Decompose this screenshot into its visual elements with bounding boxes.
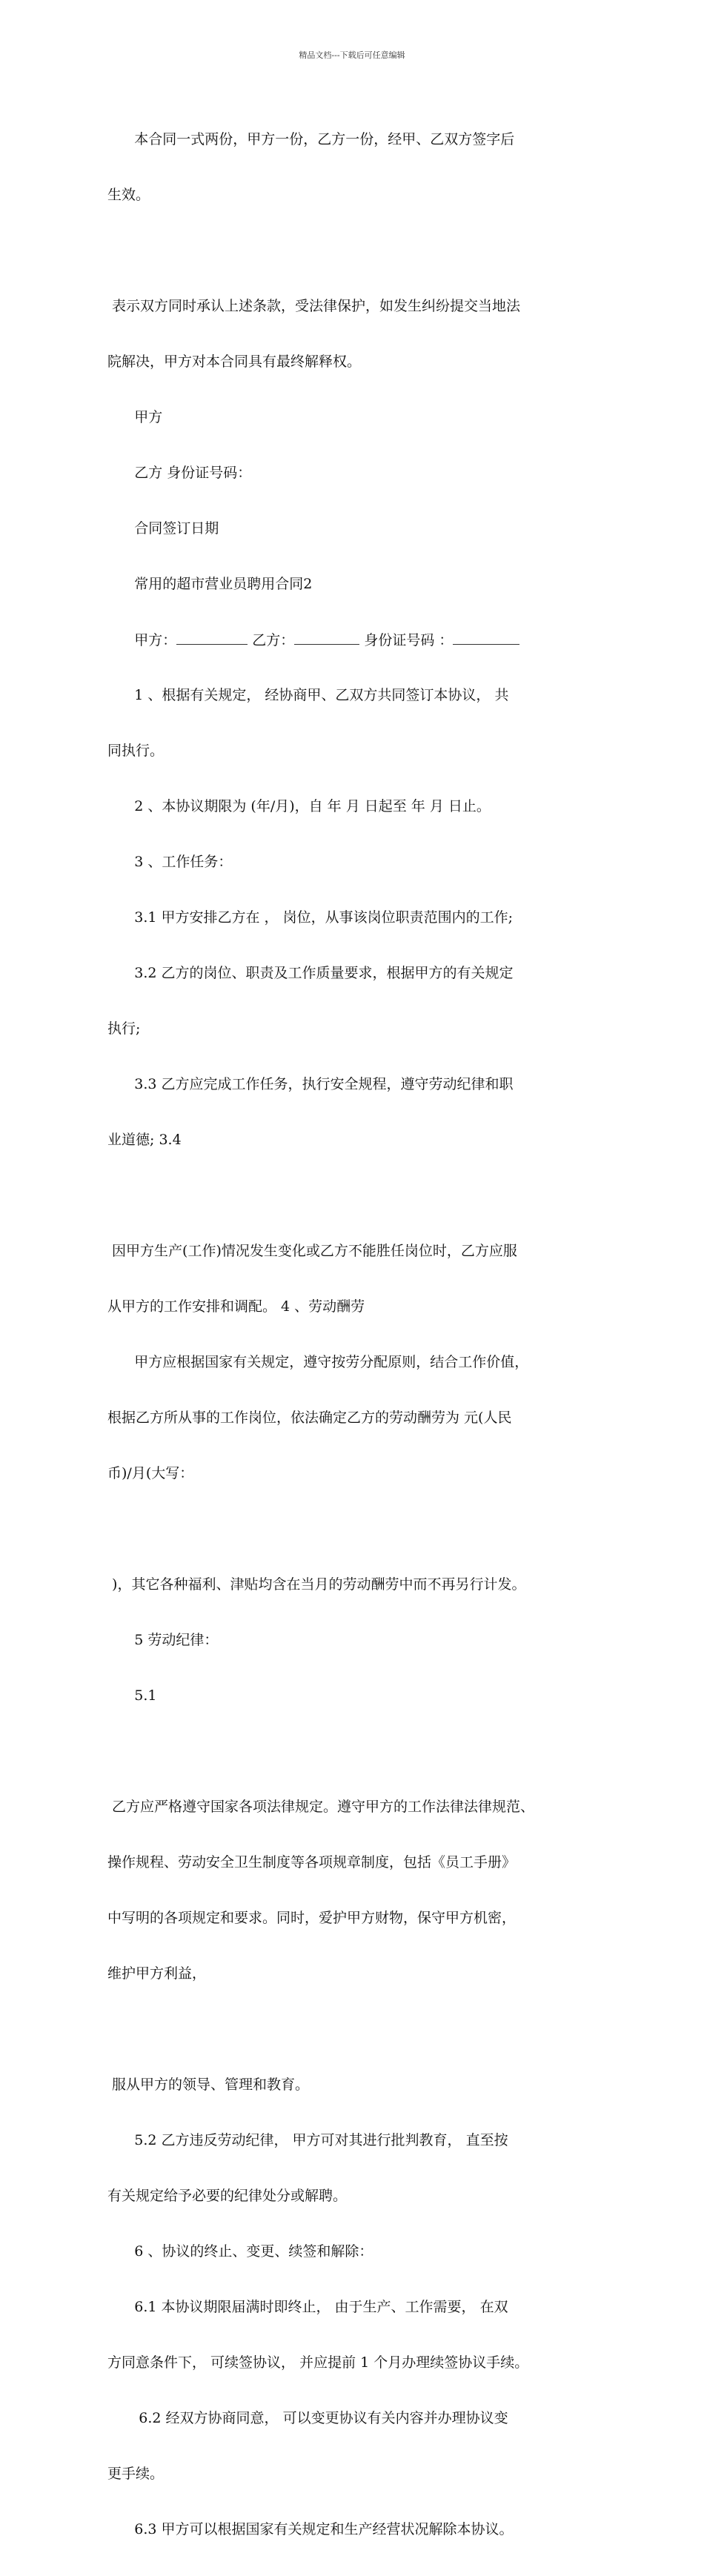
text-line: 表示双方同时承认上述条款，受法律保护，如发生纠纷提交当地法 xyxy=(107,298,521,314)
text-line: 本合同一式两份，甲方一份，乙方一份，经甲、乙双方签字后 xyxy=(107,131,515,147)
blank-line xyxy=(107,2020,604,2039)
text-line: 5.1 xyxy=(107,1687,157,1704)
text-line: 合同签订日期 xyxy=(107,520,219,537)
text-line: 中写明的各项规定和要求。同时，爱护甲方财物，保守甲方机密， xyxy=(107,1910,517,1926)
text-line: 5 劳动纪律： xyxy=(107,1632,219,1648)
text-line: 方同意条件下， 可续签协议， 并应提前 1 个月办理续签协议手续。 xyxy=(107,2354,529,2371)
text-line: 同执行。 xyxy=(107,743,165,759)
text-line: 根据乙方所从事的工作岗位，依法确定乙方的劳动酬劳为 元(人民 xyxy=(107,1410,512,1426)
text-line: 3.2 乙方的岗位、职责及工作质量要求，根据甲方的有关规定 xyxy=(107,965,514,981)
text-line: 1 、根据有关规定， 经协商甲、乙双方共同签订本协议， 共 xyxy=(107,687,509,703)
text-line: 3 、工作任务： xyxy=(107,854,233,870)
text-line: 币)/月(大写： xyxy=(107,1465,194,1481)
party-a-label: 甲方： xyxy=(107,632,177,648)
text-line: 6.3 甲方可以根据国家有关规定和生产经营状况解除本协议。 xyxy=(107,2521,514,2537)
contract-body xyxy=(107,93,604,2576)
party-line xyxy=(107,631,604,649)
contract-title: 常用的超市营业员聘用合同2 xyxy=(107,576,313,592)
text-line: 6.1 本协议期限届满时即终止， 由于生产、工作需要， 在双 xyxy=(107,2299,508,2315)
party-b-label: 乙方： xyxy=(248,632,295,648)
blank-line xyxy=(107,1742,604,1761)
text-line: 有关规定给予必要的纪律处分或解聘。 xyxy=(107,2188,348,2204)
text-line: 更手续。 xyxy=(107,2466,165,2482)
text-line: 生效。 xyxy=(107,187,150,203)
text-line: 院解决，甲方对本合同具有最终解释权。 xyxy=(107,353,362,370)
text-line: 因甲方生产(工作)情况发生变化或乙方不能胜任岗位时，乙方应服 xyxy=(107,1243,517,1259)
text-line: 甲方 xyxy=(107,409,163,425)
text-line: 5.2 乙方违反劳动纪律， 甲方可对其进行批判教育， 直至按 xyxy=(107,2132,508,2148)
text-line: 操作规程、劳动安全卫生制度等各项规章制度，包括《员工手册》 xyxy=(107,1854,517,1870)
text-line: 3.3 乙方应完成工作任务，执行安全规程，遵守劳动纪律和职 xyxy=(107,1076,514,1092)
text-line: 服从甲方的领导、管理和教育。 xyxy=(107,2077,310,2093)
blank-line xyxy=(107,1186,604,1205)
party-a-blank xyxy=(176,631,248,645)
party-b-blank xyxy=(294,631,359,645)
text-line: 业道德; 3.4 xyxy=(107,1132,182,1148)
blank-line xyxy=(107,1520,604,1538)
text-line: 乙方 身份证号码： xyxy=(107,465,252,481)
text-line: 维护甲方利益， xyxy=(107,1965,207,1982)
text-line: 乙方应严格遵守国家各项法律规定。遵守甲方的工作法律法律规范、 xyxy=(107,1799,535,1815)
text-line: 从甲方的工作安排和调配。 4 、劳动酬劳 xyxy=(107,1298,365,1315)
text-line: 甲方应根据国家有关规定，遵守按劳分配原则，结合工作价值， xyxy=(107,1354,529,1370)
text-line: 3.1 甲方安排乙方在 ， 岗位，从事该岗位职责范围内的工作; xyxy=(107,909,513,926)
text-line: 6.2 经双方协商同意， 可以变更协议有关内容并办理协议变 xyxy=(107,2410,508,2426)
text-line: 2 、本协议期限为 (年/月)，自 年 月 日起至 年 月 日止。 xyxy=(107,798,491,814)
text-line: 执行; xyxy=(107,1020,141,1037)
id-number-blank xyxy=(453,631,519,645)
text-line: )，其它各种福利、津贴均含在当月的劳动酬劳中而不再另行计发。 xyxy=(107,1576,526,1593)
id-number-label: 身份证号码 ： xyxy=(359,632,454,648)
text-line: 6 、协议的终止、变更、续签和解除： xyxy=(107,2243,373,2260)
page-header: 精品文档---下载后可任意编辑 xyxy=(299,50,405,60)
blank-line xyxy=(107,242,604,260)
